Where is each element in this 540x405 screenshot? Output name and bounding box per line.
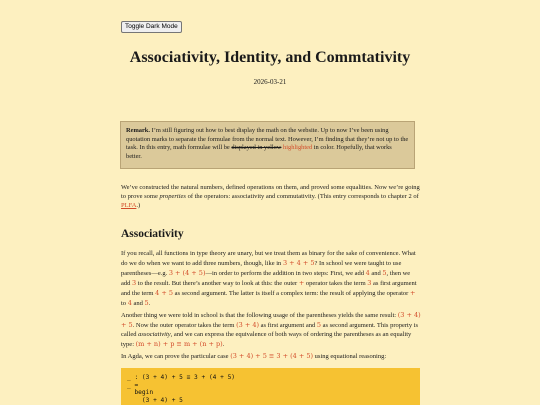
math: 3	[367, 278, 372, 287]
math: +	[409, 288, 416, 297]
math: 4	[365, 268, 370, 277]
math: (3 + 4) + 5	[121, 311, 421, 329]
intro-text: We’ve constructed the natural numbers, defined operations on them, and proved some equalities. Now we’re going to prove some	[121, 184, 420, 200]
math: 3 + (4 + 5)	[168, 268, 206, 277]
remark-text: I’m still figuring out how to best display the math on the website. Up to now I’ve been using quotation marks to separate the formulae from the normal text. However, I’m finding that they’re not up to the task. In this entry, math formulae will be	[126, 127, 409, 152]
plfa-link[interactable]: PLFA	[121, 201, 137, 209]
code-line: _ : (3 + 4) + 5 ≡ 3 + (4 + 5)	[127, 374, 236, 381]
toggle-dark-mode-button[interactable]: Toggle Dark Mode	[121, 21, 182, 33]
remark-label: Remark.	[126, 127, 150, 134]
math: (3 + 4) + 5 ≡ 3 + (4 + 5)	[230, 352, 314, 360]
math: 3 + 4 + 5	[282, 258, 315, 267]
remark-highlighted-text: highlighted	[281, 144, 313, 152]
agda-code-block	[121, 368, 420, 405]
intro-paragraph	[121, 184, 421, 211]
code-line: begin	[127, 389, 154, 397]
math: 3	[132, 278, 137, 287]
associativity-emph: associativity	[138, 330, 171, 338]
paragraph-1: If you recall, all functions in type theory are unary, but we treat them as binary for the sake of convenience. What do we do when we want to add three numbers, though, like in 3 + 4 + 5? In school we were taught to use parentheses—e.g. 3 + (4 + 5)—in order to perform the addition in two steps: First, we add 4 and 5, then we add 3 to the result. But there’s another way to look at this: the outer + operator takes the term 3 as first argument and the term 4 + 5 as second argument. The latter is itself a complex term: the result of applying the operator + to 4 and 5.	[121, 250, 417, 307]
math: +	[298, 278, 305, 287]
remark-box	[120, 121, 415, 169]
math: 5	[316, 320, 321, 329]
math: 5	[144, 298, 149, 307]
intro-text-2: of the operators: associativity and commutativity. (This entry corresponds to chapter 2 of	[185, 192, 419, 200]
math: (3 + 4)	[236, 320, 260, 329]
code-line: _ =	[127, 381, 139, 389]
post-date: 2026-03-21	[253, 78, 287, 86]
remark-text-end: in color. Hopefully, that works better.	[126, 144, 392, 161]
intro-text-3: .)	[136, 201, 141, 209]
math: (m + n) + p ≡ m + (n + p)	[135, 339, 223, 348]
intro-emph: properties	[159, 192, 186, 200]
math: 4 + 5	[155, 288, 173, 297]
paragraph-2: Another thing we were told in school is that the following usage of the parentheses yields the same result: (3 + 4) + 5. Now the outer operator takes the term (3 + 4) as first argument and 5 as second argument. This property is called associativity, and we can express the equivalence of both ways of ordering the parentheses as an equality type: (m + n) + p ≡ m + (n + p).	[121, 311, 421, 348]
math: 5	[382, 268, 387, 277]
math: 4	[127, 298, 132, 307]
remark-struck-text: displayed in yellow	[231, 144, 282, 152]
code-line: (3 + 4) + 5	[127, 396, 183, 404]
paragraph-3: In Agda, we can prove the particular case (3 + 4) + 5 ≡ 3 + (4 + 5) using equational reasoning:	[121, 352, 387, 360]
page-title: Associativity, Identity, and Commtativity	[129, 49, 411, 66]
section-heading-associativity: Associativity	[121, 228, 184, 240]
